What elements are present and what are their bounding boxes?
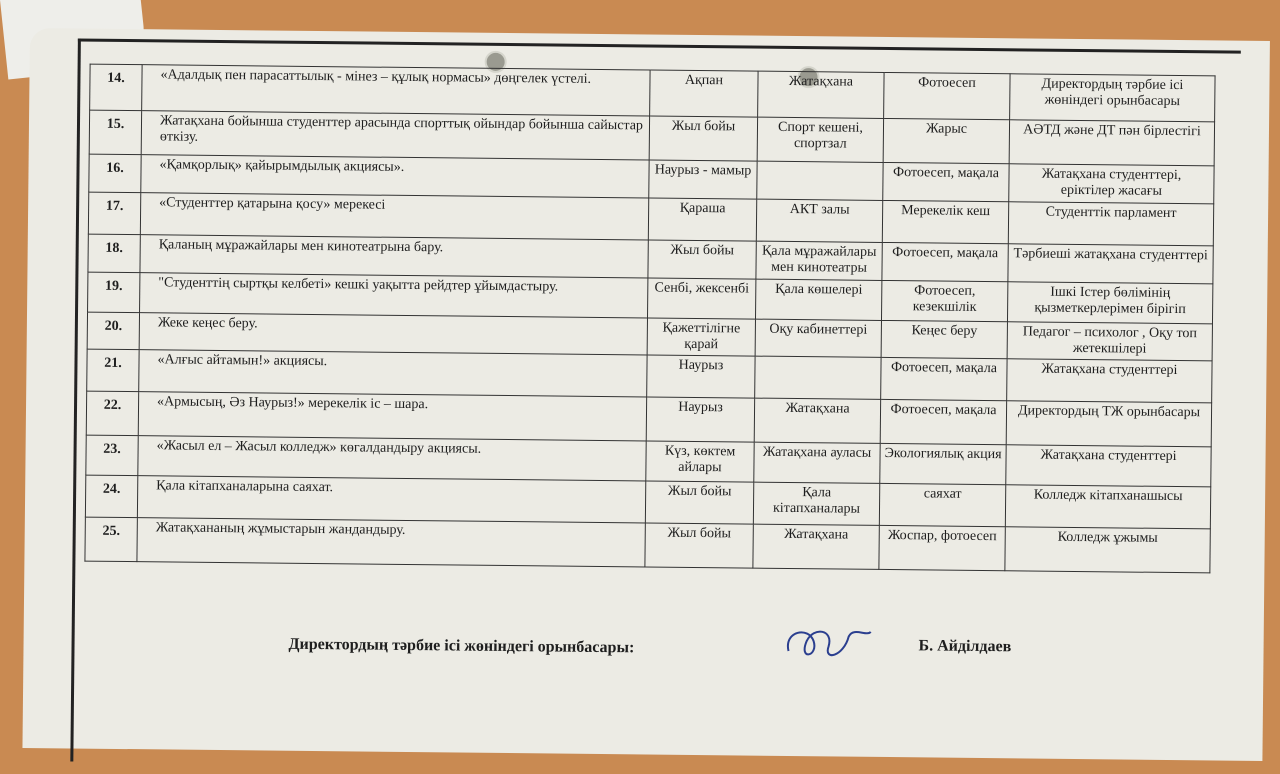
event-title: Жеке кеңес беру. (139, 313, 647, 356)
signatory-role: Директордың тәрбие ісі жөніндегі орынбасары: (288, 635, 635, 657)
document-page (22, 28, 1269, 761)
responsible-person: Колледж ұжымы (1005, 527, 1210, 573)
event-title: «Студенттер қатарына қосу» мерекесі (140, 193, 648, 240)
responsible-person: Ішкі Істер бөлімінің қызметкерлерімен бірігіп (1007, 282, 1212, 324)
event-format: Фотоесеп, мақала (882, 242, 1008, 281)
event-format: Фотоесеп, мақала (883, 162, 1009, 201)
event-time: Жыл бойы (648, 240, 756, 279)
event-time: Наурыз (646, 397, 754, 442)
event-place: Қала көшелері (755, 279, 881, 320)
event-place: АКТ залы (756, 199, 882, 242)
event-format: Фотоесеп, мақала (880, 400, 1006, 445)
event-format: Фотоесеп (884, 72, 1010, 119)
responsible-person: Жатақхана студенттері (1006, 445, 1211, 487)
event-format: Жарыс (883, 118, 1009, 163)
event-place: Қала мұражайлары мен кинотеатры (756, 241, 882, 280)
event-format: Мерекелік кеш (882, 200, 1008, 243)
event-title: Жатақхананың жұмыстарын жандандыру. (137, 518, 645, 567)
row-number: 14. (90, 64, 142, 111)
responsible-person: Тәрбиеші жатақхана студенттері (1008, 244, 1213, 284)
event-time: Жыл бойы (645, 481, 753, 524)
event-title: «Жасыл ел – Жасыл колледж» көгалдандыру акциясы. (138, 436, 646, 481)
event-time: Жыл бойы (649, 116, 757, 161)
event-place: Жатақхана (753, 524, 879, 569)
event-title: «Қамқорлық» қайырымдылық акциясы». (141, 155, 649, 198)
event-place: Жатақхана (754, 398, 880, 443)
event-time: Наурыз (647, 355, 755, 398)
event-format: саяхат (879, 484, 1005, 527)
event-time: Жыл бойы (645, 523, 753, 568)
signatory-name: Б. Айділдаев (918, 637, 1012, 656)
event-format: Фотоесеп, мақала (881, 358, 1007, 401)
row-number: 22. (86, 391, 138, 436)
event-time: Қараша (648, 198, 756, 241)
event-time: Сенбі, жексенбі (647, 278, 755, 319)
event-title: Жатақхана бойынша студенттер арасында спорттық ойындар бойынша сайыстар өткізу. (141, 111, 649, 160)
row-number: 24. (85, 475, 137, 518)
responsible-person: АӘТД және ДТ пән бірлестігі (1009, 120, 1214, 166)
event-time: Күз, көктем айлары (646, 441, 754, 482)
event-time: Наурыз - мамыр (649, 160, 757, 199)
event-format: Кеңес беру (881, 320, 1007, 359)
responsible-person: Жатақхана студенттері (1007, 359, 1212, 403)
event-time: Қажеттілігне қарай (647, 318, 755, 356)
event-place: Спорт кешені, спортзал (757, 117, 883, 162)
row-number: 23. (86, 435, 138, 476)
event-place: Қала кітапханалары (753, 482, 879, 525)
responsible-person: Колледж кітапханашысы (1005, 485, 1210, 529)
row-number: 15. (89, 110, 141, 155)
event-place (755, 356, 881, 399)
row-number: 17. (88, 192, 140, 235)
responsible-person: Жатақхана студенттері, еріктілер жасағы (1009, 164, 1214, 204)
event-title: «Армысың, Әз Наурыз!» мерекелік іс – шара. (138, 392, 646, 441)
row-number: 20. (87, 312, 139, 350)
row-number: 16. (89, 154, 141, 193)
event-place: Жатақхана ауласы (754, 442, 880, 483)
event-format: Жоспар, фотоесеп (879, 526, 1005, 571)
event-title: «Адалдық пен парасаттылық - мінез – құлық нормасы» дөңгелек үстелі. (142, 65, 650, 116)
event-place: Оқу кабинеттері (755, 319, 881, 358)
responsible-person: Директордың ТЖ орынбасары (1006, 401, 1211, 447)
row-number: 25. (85, 517, 137, 562)
event-time: Ақпан (650, 70, 758, 117)
event-place: Жатақхана (758, 71, 884, 118)
responsible-person: Директордың тәрбие ісі жөніндегі орынбасары (1010, 74, 1215, 122)
event-format: Экологиялық акция (880, 444, 1006, 485)
responsible-person: Педагог – психолог , Оқу топ жетекшілері (1007, 322, 1212, 361)
events-table (84, 64, 1215, 574)
event-format: Фотоесеп, кезекшілік (881, 280, 1007, 321)
event-title: Қала кітапханаларына саяхат. (137, 476, 645, 523)
row-number: 19. (88, 272, 140, 313)
row-number: 18. (88, 234, 140, 273)
handwritten-signature (778, 611, 879, 672)
event-title: «Алғыс айтамын!» акциясы. (139, 350, 647, 397)
event-title: Қаланың мұражайлары мен кинотеатрына бару. (140, 235, 648, 278)
event-place (757, 161, 883, 200)
responsible-person: Студенттік парламент (1008, 202, 1213, 246)
row-number: 21. (87, 349, 139, 392)
event-title: "Студенттің сыртқы келбеті» кешкі уақытта рейдтер ұйымдастыру. (140, 273, 648, 318)
